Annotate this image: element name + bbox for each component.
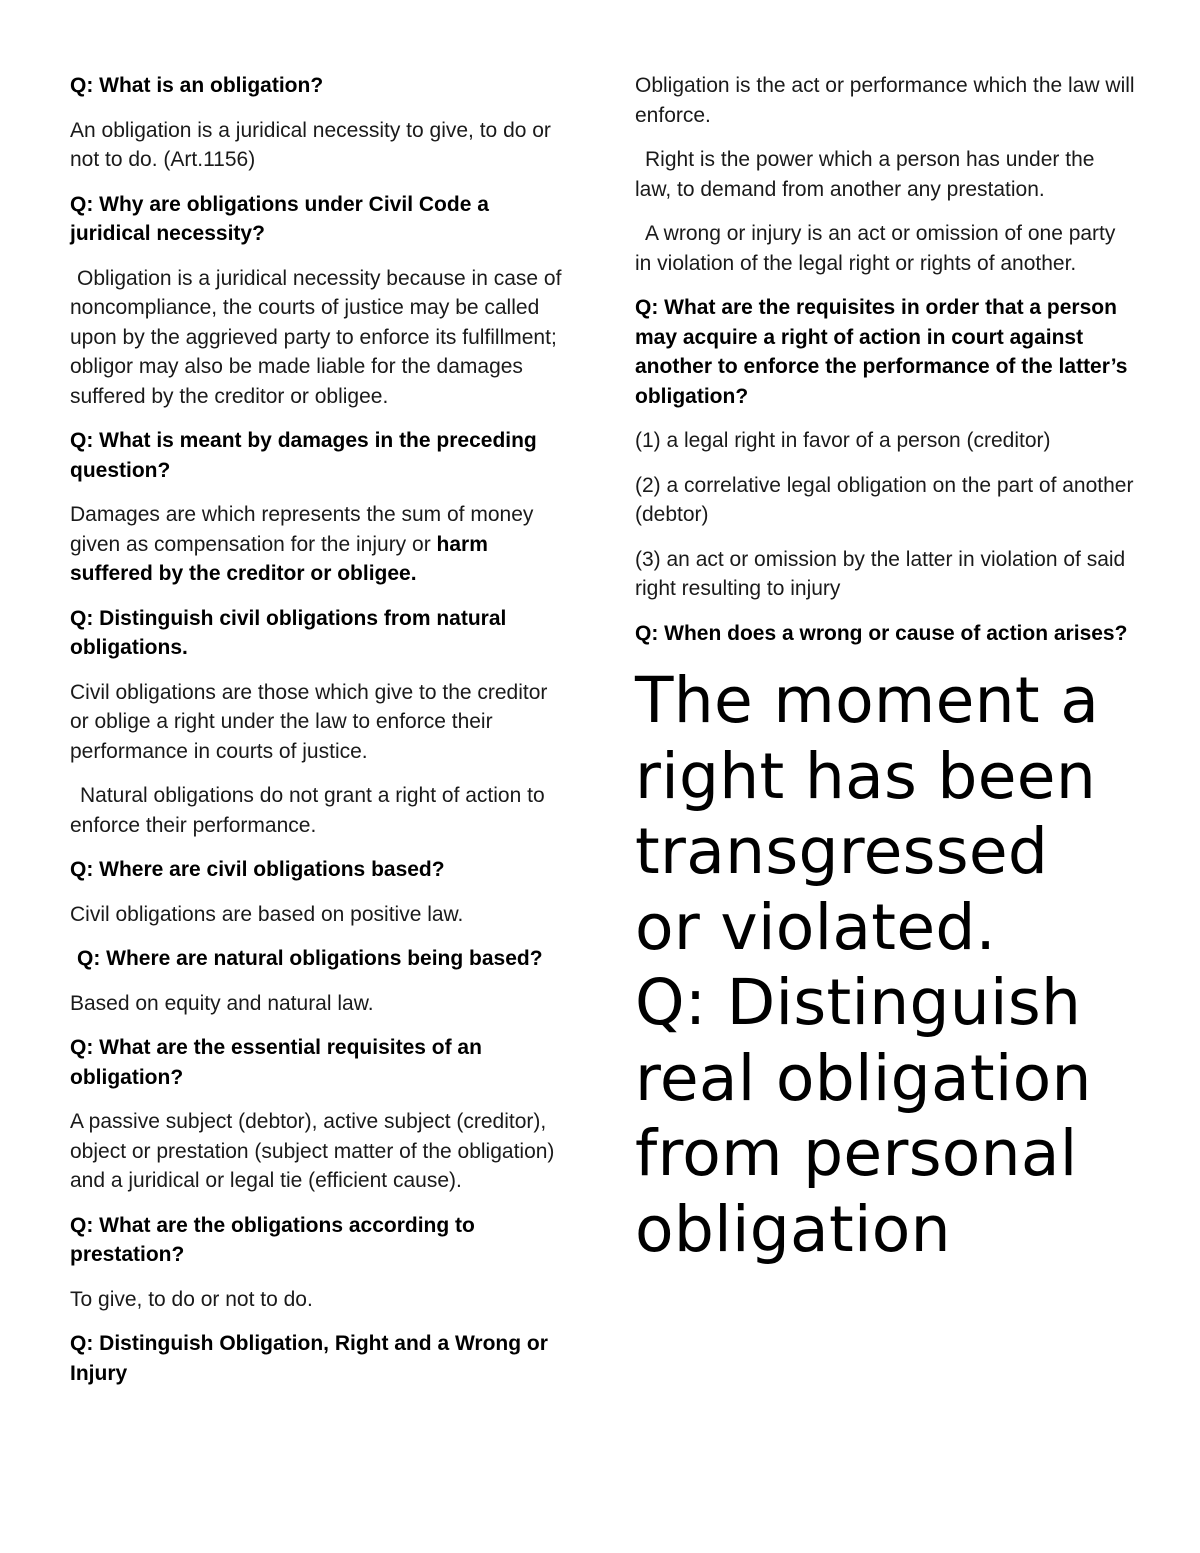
large-text-line: The moment a	[635, 664, 1100, 737]
answer-essential-requisites: A passive subject (debtor), active subject (creditor), object or prestation (subject matter of the obligation) and a juridical or legal tie (efficient cause).	[70, 1110, 555, 1192]
answer-what-is-obligation: An obligation is a juridical necessity to give, to do or not to do. (Art.1156)	[70, 118, 551, 171]
requisite-1: (1) a legal right in favor of a person (creditor)	[635, 429, 1051, 452]
question-damages: Q: What is meant by damages in the preceding question?	[70, 429, 537, 482]
question-right-of-action: Q: What are the requisites in order that a person may acquire a right of action in court against another to enforce the performance of the latter’s obligation?	[635, 296, 1128, 408]
requisite-2: (2) a correlative legal obligation on the part of another (debtor)	[635, 473, 1134, 526]
large-text-line: Q: Distinguish	[635, 966, 1082, 1039]
answer-natural-obligations: Natural obligations do not grant a right of action to enforce their performance.	[70, 784, 545, 837]
question-what-is-obligation: Q: What is an obligation?	[70, 74, 324, 97]
definition-right: Right is the power which a person has under the law, to demand from another any prestation.	[635, 148, 1095, 201]
answer-natural-based: Based on equity and natural law.	[70, 991, 374, 1015]
answer-damages-text: Damages are which represents the sum of money given as compensation for the injury or	[70, 503, 534, 556]
large-text-line: transgressed	[635, 815, 1049, 888]
question-cause-of-action: Q: When does a wrong or cause of action arises?	[635, 621, 1128, 645]
answer-juridical-necessity: Obligation is a juridical necessity because in case of noncompliance, the courts of justice may be called upon by the aggrieved party to enforce its fulfillment; obligor may also be made liable for the damages suffered by the creditor or obligee.	[70, 266, 562, 408]
large-text-line: obligation	[635, 1192, 951, 1266]
question-natural-based: Q: Where are natural obligations being based?	[77, 947, 543, 970]
large-text-block	[635, 663, 1135, 1267]
right-column	[635, 71, 1135, 1267]
answer-civil-obligations: Civil obligations are those which give to the creditor or oblige a right under the law to enforce their performance in courts of justice.	[70, 680, 548, 763]
question-prestation: Q: What are the obligations according to prestation?	[70, 1213, 475, 1266]
large-text-line: real obligation	[635, 1041, 1092, 1115]
answer-damages-emphasis: harm suffered by the creditor or obligee.	[70, 532, 488, 585]
definition-wrong: A wrong or injury is an act or omission of one party in violation of the legal right or rights of another.	[635, 222, 1116, 275]
large-text-line: or violated.	[635, 890, 996, 964]
requisite-3: (3) an act or omission by the latter in violation of said right resulting to injury	[635, 547, 1126, 600]
question-essential-requisites: Q: What are the essential requisites of an obligation?	[70, 1036, 482, 1089]
question-civil-vs-natural: Q: Distinguish civil obligations from natural obligations.	[70, 606, 507, 659]
question-civil-based: Q: Where are civil obligations based?	[70, 858, 445, 881]
question-juridical-necessity: Q: Why are obligations under Civil Code a juridical necessity?	[70, 192, 489, 245]
question-obligation-right-wrong: Q: Distinguish Obligation, Right and a Wrong or Injury	[70, 1332, 548, 1385]
answer-civil-based: Civil obligations are based on positive law.	[70, 902, 464, 926]
definition-obligation: Obligation is the act or performance which the law will enforce.	[635, 74, 1135, 127]
large-text-line: from personal	[635, 1117, 1078, 1190]
answer-prestation: To give, to do or not to do.	[70, 1287, 313, 1311]
answer-damages	[70, 500, 570, 589]
large-text-line: right has been	[635, 739, 1097, 813]
left-column	[70, 71, 570, 1403]
